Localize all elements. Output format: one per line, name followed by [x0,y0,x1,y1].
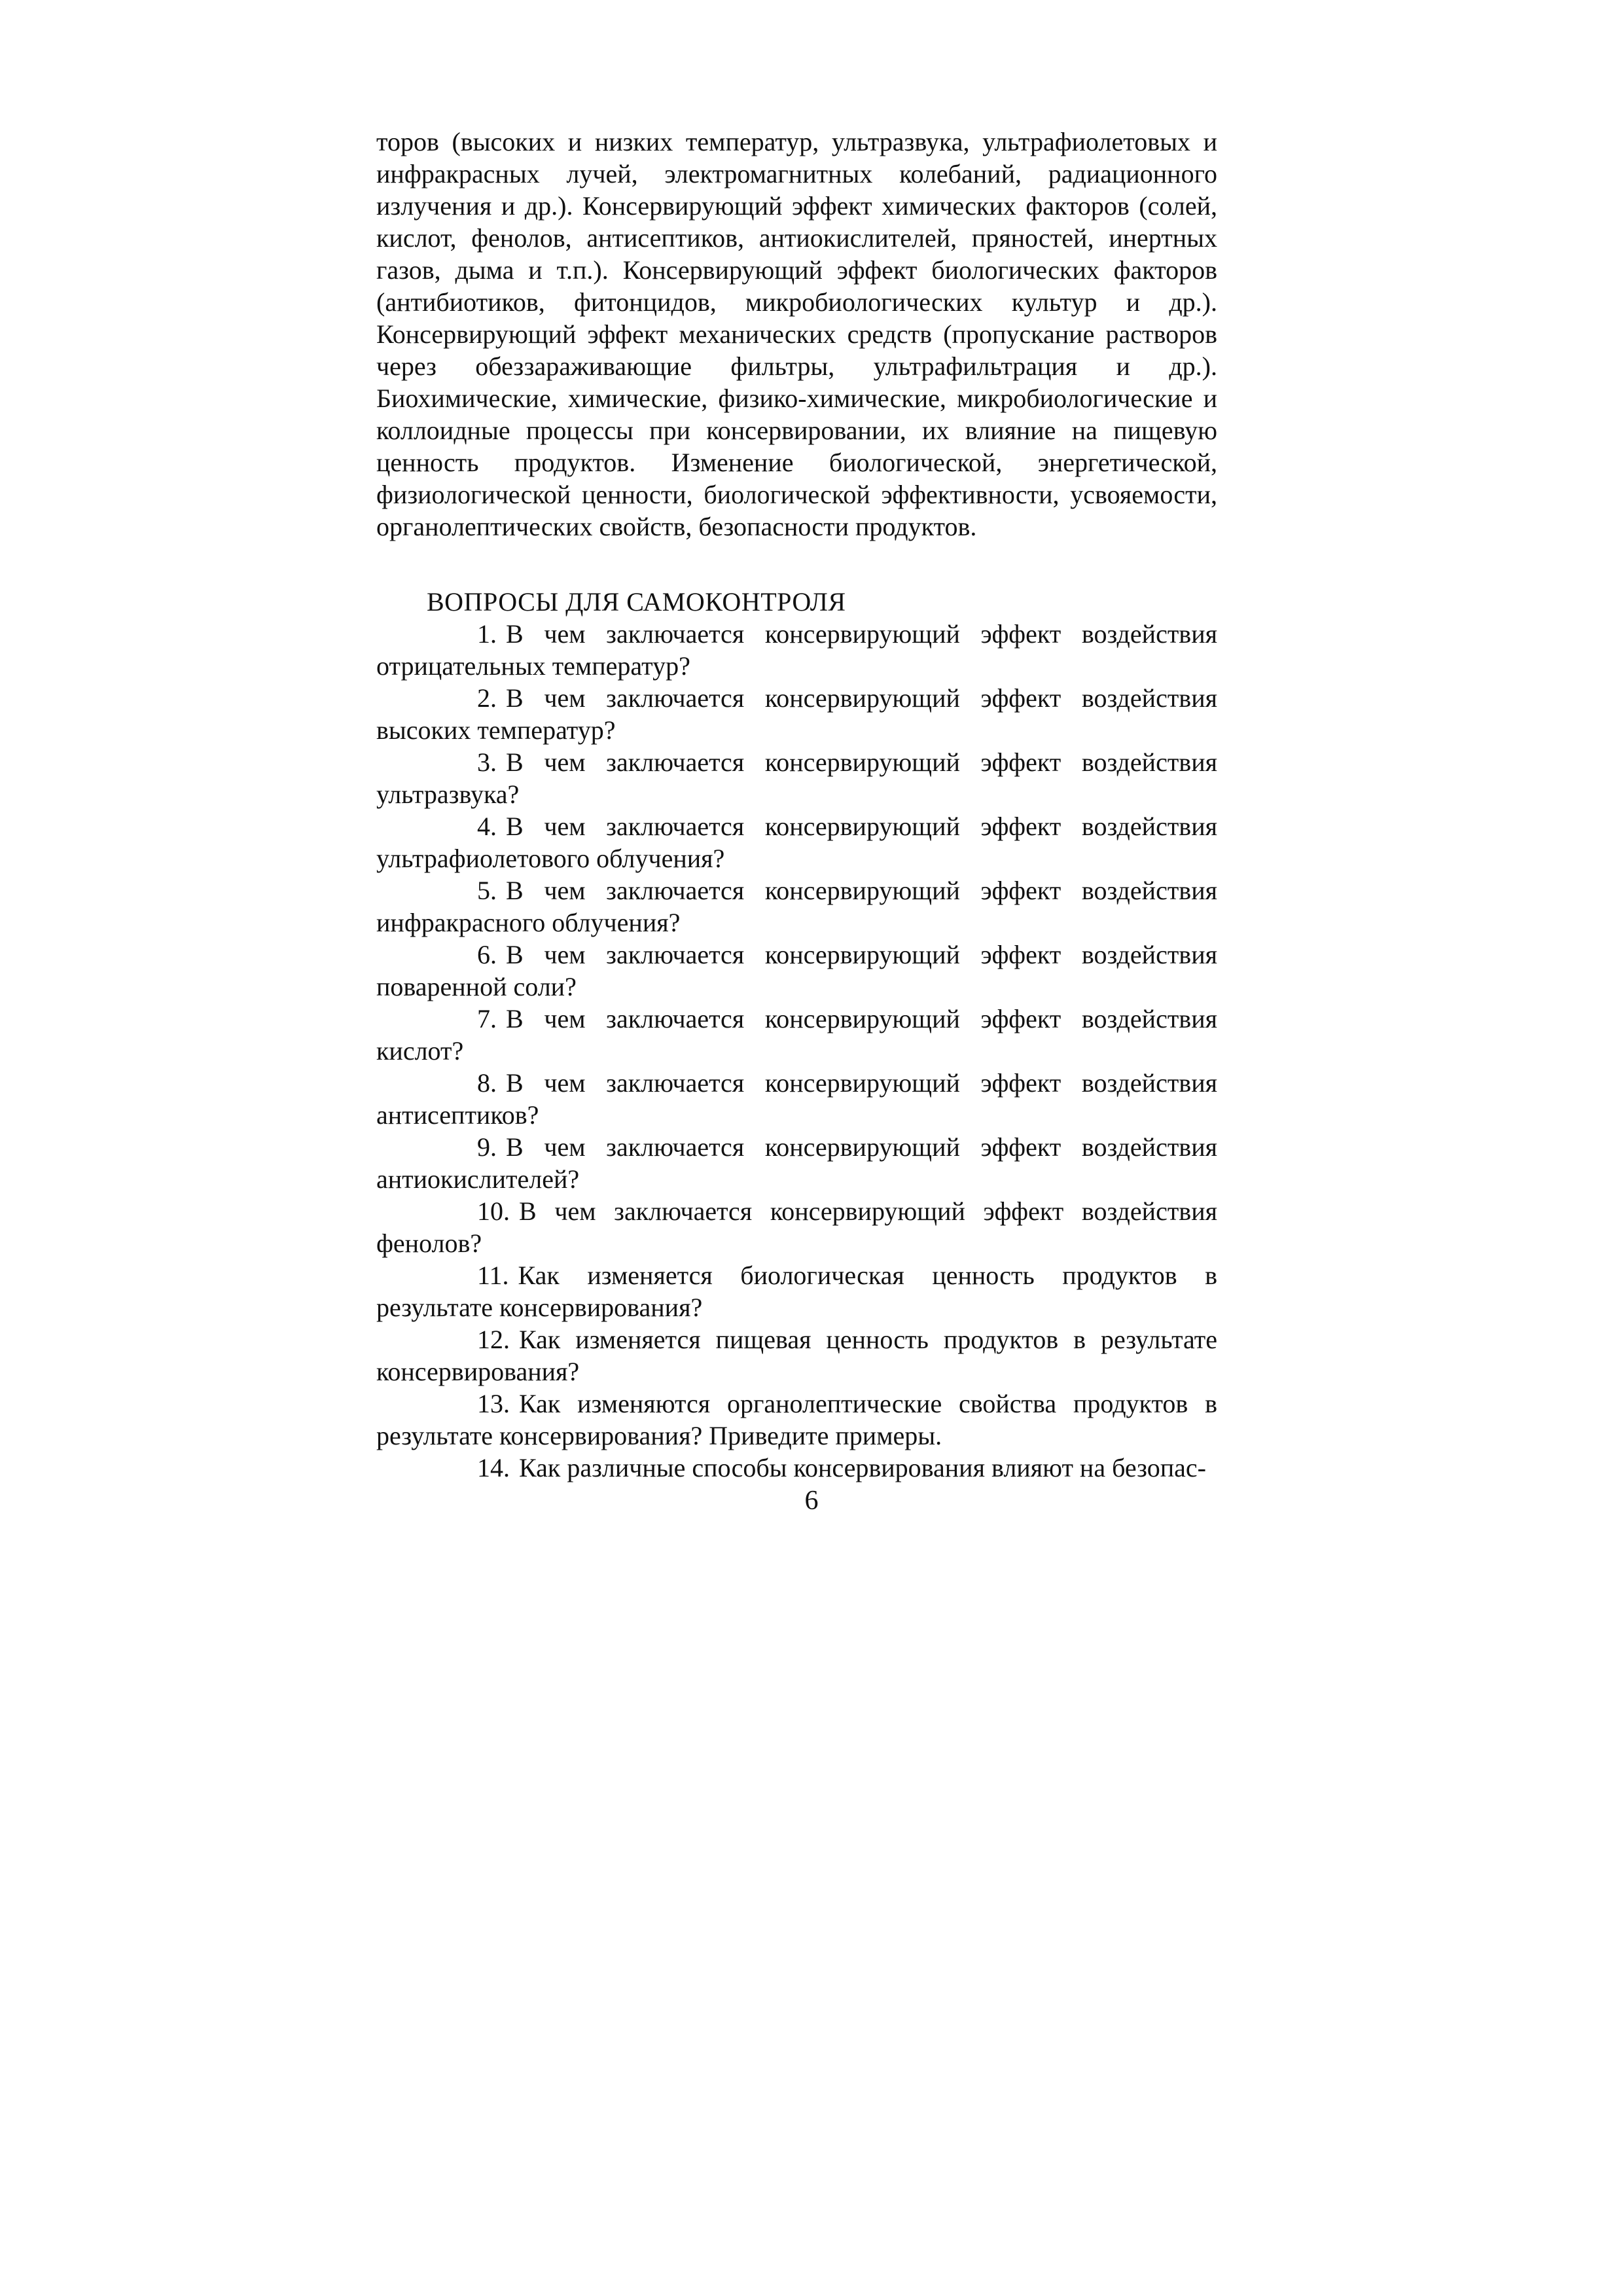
question-item [376,682,1217,746]
question-item [376,1195,1217,1259]
body-paragraph: торов (высоких и низких температур, ультразвука, ультрафиолетовых и инфракрасных лучей, электромагнитных колебаний, радиационного излучения и др.). Консервирующий эффект химических факторов (солей, кислот, фенолов, антисептиков, антиокислителей, пряностей, инертных газов, дыма и т.п.). Консервирующий эффект биологических факторов (антибиотиков, фитонцидов, микробиологических культур и др.). Консервирующий эффект механических средств (пропускание растворов через обеззараживающие фильтры, ультрафильтрация и др.). Биохимические, химические, физико-химические, микробиологические и коллоидные процессы при консервировании, их влияние на пищевую ценность продуктов. Изменение биологической, энергетической, физиологической ценности, биологической эффективности, усвояемости, органолептических свойств, безопасности продуктов. [376,127,1217,541]
question-number: 1. [477,619,497,649]
question-text: В чем заключается консервирующий эффект воздействия ультрафиолетового облучения? [376,812,1217,873]
question-number: 10. [477,1196,510,1226]
question-number: 12. [477,1325,510,1354]
question-number: 8. [477,1068,497,1098]
question-number: 11. [477,1261,509,1290]
question-item [376,1003,1217,1067]
question-text: В чем заключается консервирующий эффект воздействия антиокислителей? [376,1132,1217,1194]
question-item [376,1388,1217,1452]
page-number: 6 [804,1486,819,1516]
question-item [376,874,1217,939]
question-text: В чем заключается консервирующий эффект воздействия кислот? [376,1004,1217,1066]
question-number: 14. [477,1453,510,1482]
page-content [376,126,1217,1484]
question-text: В чем заключается консервирующий эффект воздействия поваренной соли? [376,940,1217,1001]
question-item [376,618,1217,682]
question-item [376,1323,1217,1388]
question-text: В чем заключается консервирующий эффект воздействия фенолов? [376,1196,1217,1258]
question-number: 13. [477,1389,510,1418]
question-number: 3. [477,747,497,777]
question-text: Как изменяется биологическая ценность продуктов в результате консервирования? [376,1261,1217,1322]
question-number: 5. [477,876,497,905]
question-item [376,810,1217,874]
question-number: 6. [477,940,497,969]
question-item [376,1131,1217,1195]
question-item [376,746,1217,810]
question-number: 4. [477,812,497,841]
question-item [376,1067,1217,1131]
question-text: В чем заключается консервирующий эффект воздействия инфракрасного облучения? [376,876,1217,937]
question-text: В чем заключается консервирующий эффект воздействия антисептиков? [376,1068,1217,1130]
question-text: В чем заключается консервирующий эффект воздействия высоких температур? [376,683,1217,745]
question-text: Как различные способы консервирования влияют на безопас- [519,1453,1206,1482]
question-item [376,939,1217,1003]
question-number: 2. [477,683,497,713]
question-text: В чем заключается консервирующий эффект воздействия ультразвука? [376,747,1217,809]
question-text: В чем заключается консервирующий эффект воздействия отрицательных температур? [376,619,1217,681]
question-item [376,1452,1217,1484]
question-list [376,618,1217,1484]
question-number: 7. [477,1004,497,1033]
question-number: 9. [477,1132,497,1162]
question-text: Как изменяется пищевая ценность продуктов в результате консервирования? [376,1325,1217,1386]
section-heading: ВОПРОСЫ ДЛЯ САМОКОНТРОЛЯ [427,587,846,617]
question-text: Как изменяются органолептические свойства продуктов в результате консервирования? Приведите примеры. [376,1389,1217,1450]
question-item [376,1259,1217,1323]
